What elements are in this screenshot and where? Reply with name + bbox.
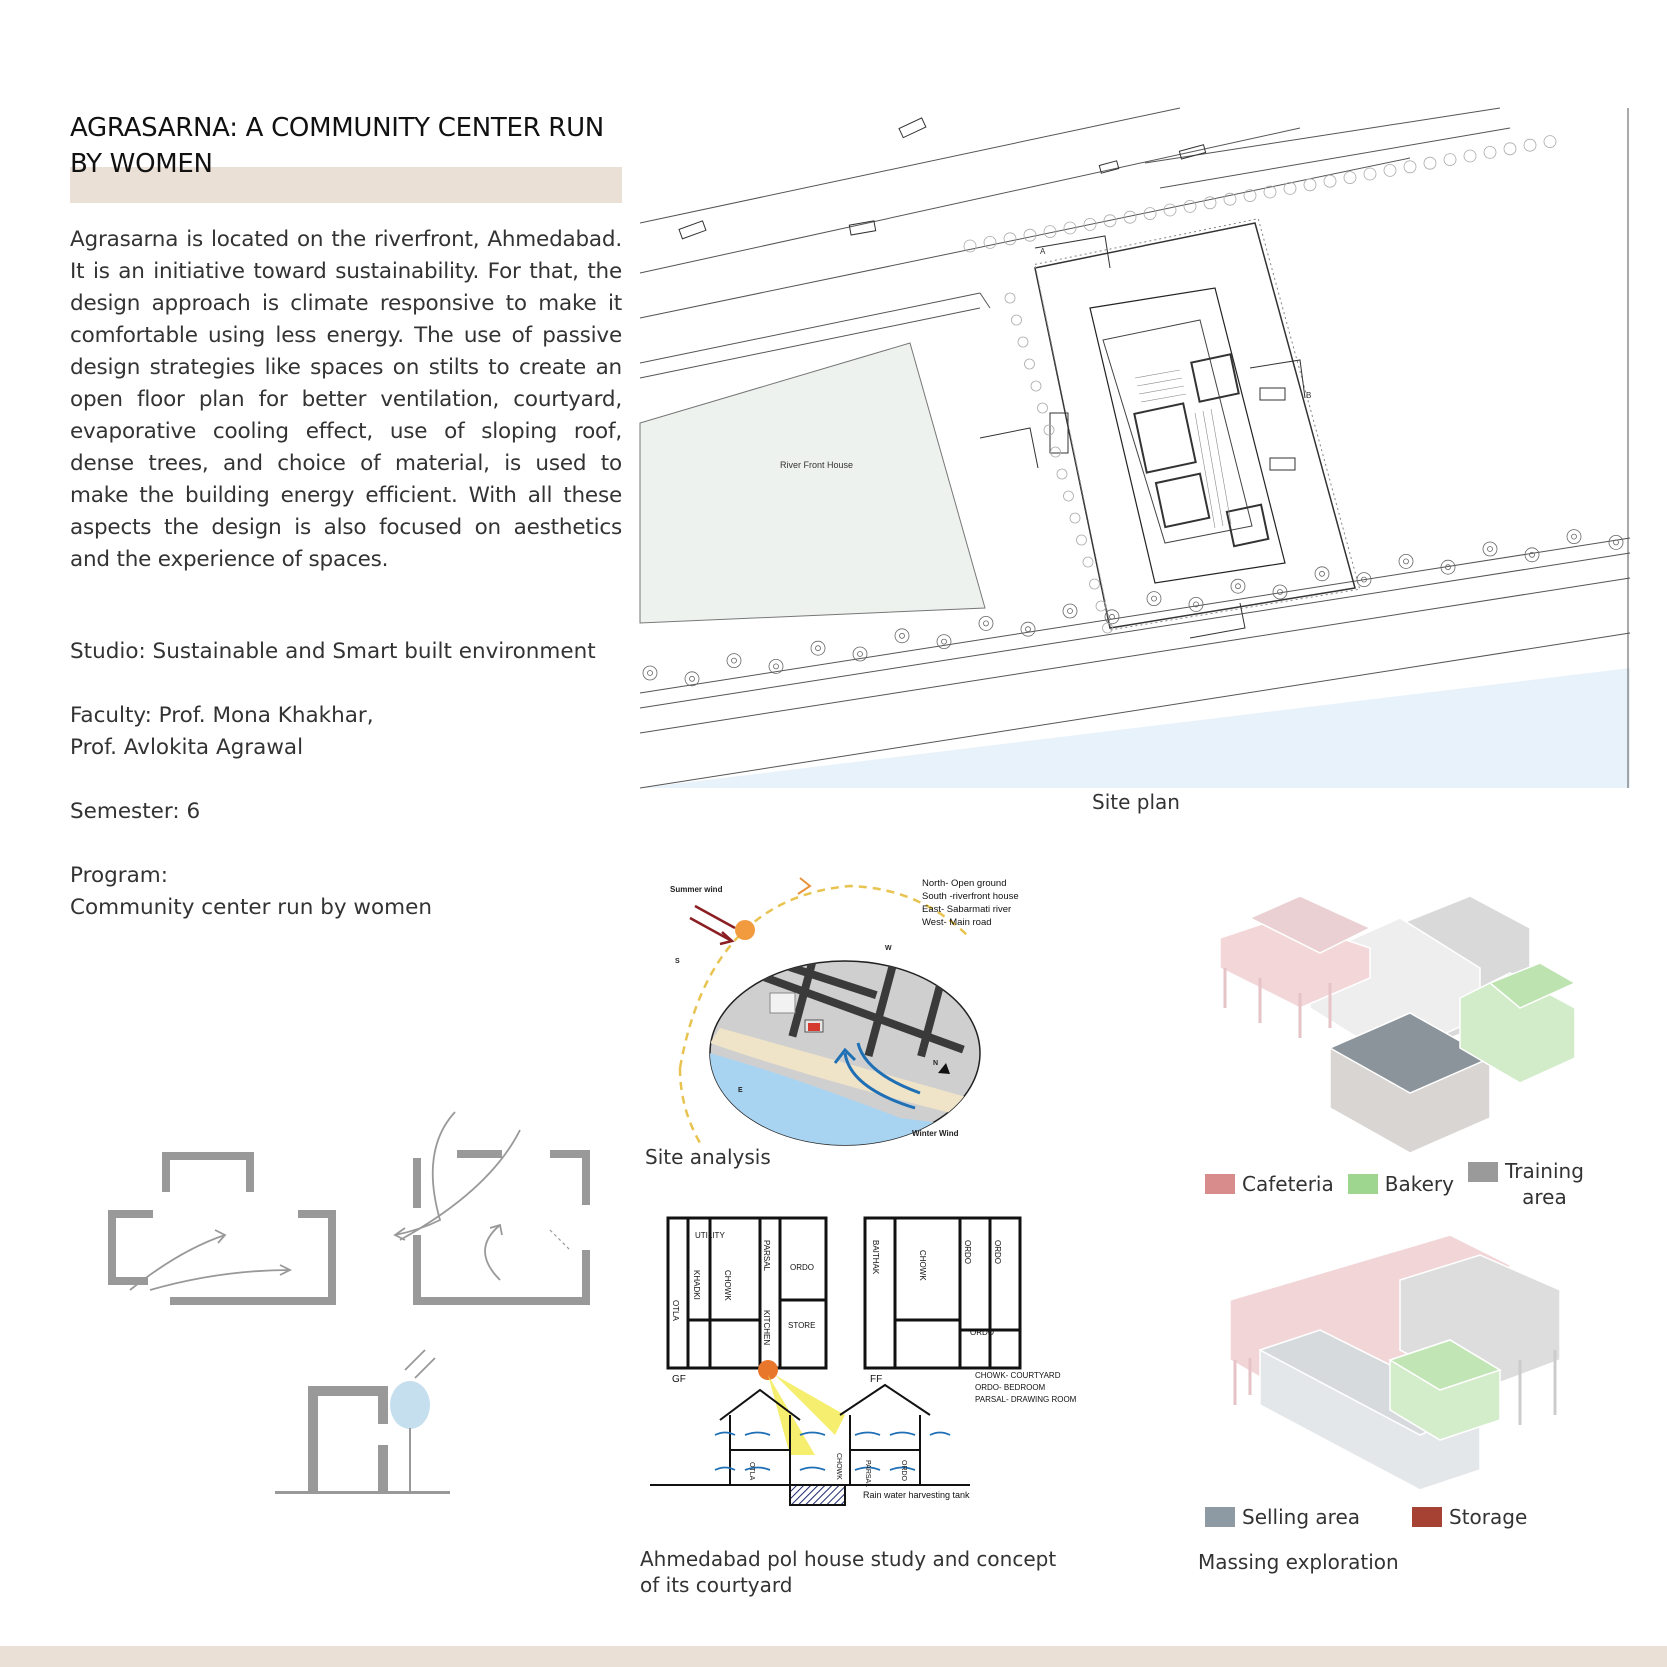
semester-info: Semester: 6 [70, 799, 201, 824]
tree-icon [727, 654, 741, 668]
orientation-west: West- Main road [922, 917, 992, 928]
footer-band [0, 1646, 1667, 1667]
tree-icon [1567, 530, 1581, 544]
legend-bakery: Bakery [1348, 1158, 1454, 1210]
legend-bottom [1205, 1505, 1527, 1529]
pol-house-sketch [640, 1210, 1077, 1520]
river-front-house-label: River Front House [780, 460, 854, 470]
hedge-icon [1324, 175, 1336, 187]
svg-text:OTLA: OTLA [671, 1300, 680, 1321]
hedge-icon [1184, 200, 1196, 212]
pol-house-caption-line-2: of its courtyard [640, 1573, 793, 1597]
hedge-icon [1404, 161, 1416, 173]
hedge-icon [1038, 403, 1048, 413]
tree-icon [1021, 622, 1035, 636]
section-marker-a: A [1040, 247, 1046, 256]
hedge-icon [1005, 293, 1015, 303]
tree-icon [1525, 548, 1539, 562]
svg-text:ORDO: ORDO [963, 1240, 972, 1264]
hedge-icon [1364, 168, 1376, 180]
tree-icon [1063, 604, 1077, 618]
hedge-icon [964, 240, 976, 252]
legend-top [1205, 1158, 1584, 1210]
ff-label: FF [870, 1374, 883, 1385]
svg-text:N: N [933, 1060, 939, 1067]
site-plan-caption: Site plan [1092, 790, 1180, 814]
hedge-icon [1524, 139, 1536, 151]
hedge-icon [1044, 425, 1054, 435]
gf-label: GF [672, 1374, 686, 1385]
hedge-icon [1344, 172, 1356, 184]
svg-text:S: S [675, 958, 680, 965]
hedge-icon [1012, 315, 1022, 325]
massing-top [1220, 888, 1590, 1138]
hedge-icon [1284, 182, 1296, 194]
svg-text:ORDO- BEDROOM: ORDO- BEDROOM [975, 1383, 1046, 1392]
tree-icon [895, 629, 909, 643]
cafeteria-swatch [1205, 1174, 1235, 1194]
ventilation-concept-diagrams [100, 1110, 600, 1510]
hedge-icon [984, 236, 996, 248]
orientation-south: South -riverfront house [922, 891, 1019, 902]
hedge-icon [1090, 579, 1100, 589]
hedge-icon [1083, 557, 1093, 567]
site-analysis-diagram [650, 878, 1050, 1148]
hedge-icon [1024, 229, 1036, 241]
tree-icon [1399, 554, 1413, 568]
hedge-icon [1484, 146, 1496, 158]
pol-house-caption-line-1: Ahmedabad pol house study and concept [640, 1547, 1057, 1571]
hedge-icon [1018, 337, 1028, 347]
svg-text:E: E [738, 1087, 743, 1094]
svg-text:KHADKI: KHADKI [692, 1270, 701, 1300]
svg-text:CHOWK- COURTYARD: CHOWK- COURTYARD [975, 1371, 1061, 1380]
hedge-icon [1504, 143, 1516, 155]
page-title: AGRASARNA: A COMMUNITY CENTER RUN BY WOMEN [70, 113, 604, 179]
orientation-north: North- Open ground [922, 878, 1007, 889]
program-label: Program: [70, 863, 168, 888]
svg-text:CHOWK: CHOWK [723, 1270, 732, 1301]
svg-text:PARSAL- DRAWING ROOM: PARSAL- DRAWING ROOM [975, 1395, 1077, 1404]
svg-text:OTLA: OTLA [748, 1462, 755, 1481]
svg-text:ORDO: ORDO [790, 1263, 814, 1272]
tree-icon [1315, 567, 1329, 581]
tree-icon [1609, 535, 1623, 549]
svg-text:ORDO: ORDO [993, 1240, 1002, 1264]
svg-text:W: W [885, 945, 892, 952]
hedge-icon [1004, 233, 1016, 245]
hedge-icon [1070, 513, 1080, 523]
svg-text:BAITHAK: BAITHAK [871, 1240, 880, 1275]
faculty-line-2: Prof. Avlokita Agrawal [70, 735, 304, 760]
svg-text:ORDO: ORDO [900, 1460, 907, 1481]
hedge-icon [1464, 150, 1476, 162]
hedge-icon [1204, 197, 1216, 209]
program-value: Community center run by women [70, 895, 432, 920]
summer-wind-label: Summer wind [670, 885, 723, 894]
hedge-icon [1444, 154, 1456, 166]
bakery-swatch [1348, 1174, 1378, 1194]
massing-bottom [1220, 1230, 1590, 1510]
sun-icon [735, 920, 755, 940]
svg-text:CHOWK: CHOWK [835, 1453, 842, 1480]
tank-label: Rain water harvesting tank [863, 1490, 970, 1500]
tree-icon [811, 641, 825, 655]
orientation-east: East- Sabarmati river [922, 904, 1012, 915]
legend-selling-area: Selling area [1205, 1505, 1360, 1529]
studio-info: Studio: Sustainable and Smart built environment [70, 639, 596, 664]
legend-storage: Storage [1412, 1505, 1527, 1529]
storage-swatch [1412, 1507, 1442, 1527]
svg-text:KITCHEN: KITCHEN [762, 1310, 771, 1346]
hedge-icon [1144, 208, 1156, 220]
hedge-icon [1051, 447, 1061, 457]
svg-text:PARSAL: PARSAL [864, 1460, 871, 1488]
hedge-icon [1544, 136, 1556, 148]
hedge-icon [1264, 186, 1276, 198]
tree-icon [1483, 542, 1497, 556]
tree-icon [685, 672, 699, 686]
hedge-icon [1304, 179, 1316, 191]
tree-icon [1147, 592, 1161, 606]
legend-cafeteria: Cafeteria [1205, 1158, 1334, 1210]
training-swatch [1468, 1162, 1498, 1182]
legend-training-area: Training area [1468, 1158, 1584, 1210]
pol-house-caption [640, 1546, 1056, 1598]
selling-area-swatch [1205, 1507, 1235, 1527]
tree-icon [937, 635, 951, 649]
hedge-icon [1025, 359, 1035, 369]
massing-caption: Massing exploration [1198, 1550, 1399, 1574]
faculty-line-1: Faculty: Prof. Mona Khakhar, [70, 703, 374, 728]
svg-text:PARSAL: PARSAL [762, 1240, 771, 1271]
site-plan-drawing [640, 108, 1630, 788]
sun-icon [758, 1360, 778, 1380]
tree-icon [1231, 579, 1245, 593]
svg-text:STORE: STORE [788, 1321, 816, 1330]
svg-text:CHOWK: CHOWK [918, 1250, 927, 1281]
hedge-icon [1057, 469, 1067, 479]
tree-icon [643, 666, 657, 680]
tree-icon [979, 616, 993, 630]
tree-icon [1189, 597, 1203, 611]
section-marker-b: B [1306, 391, 1312, 400]
hedge-icon [1164, 204, 1176, 216]
hedge-icon [1077, 535, 1087, 545]
hedge-icon [1031, 381, 1041, 391]
site-analysis-caption: Site analysis [645, 1145, 771, 1169]
hedge-icon [1064, 491, 1074, 501]
svg-text:UTILITY: UTILITY [695, 1231, 725, 1240]
project-description: Agrasarna is located on the riverfront, Ahmedabad. It is an initiative toward sustainability. For that, the design approach is climate responsive to make it comfortable using less energy. The use of passive design strategies like spaces on stilts to create an open floor plan for better ventilation, courtyard, evaporative cooling effect, use of sloping roof, dense trees, and choice of material, is used to make the building energy efficient. With all these aspects the design is also focused on aesthetics and the experience of spaces. [70, 227, 622, 572]
winter-wind-label: Winter Wind [912, 1129, 959, 1138]
hedge-icon [1096, 601, 1106, 611]
hedge-icon [1424, 157, 1436, 169]
hedge-icon [1384, 164, 1396, 176]
svg-text:ORDO: ORDO [970, 1328, 994, 1337]
